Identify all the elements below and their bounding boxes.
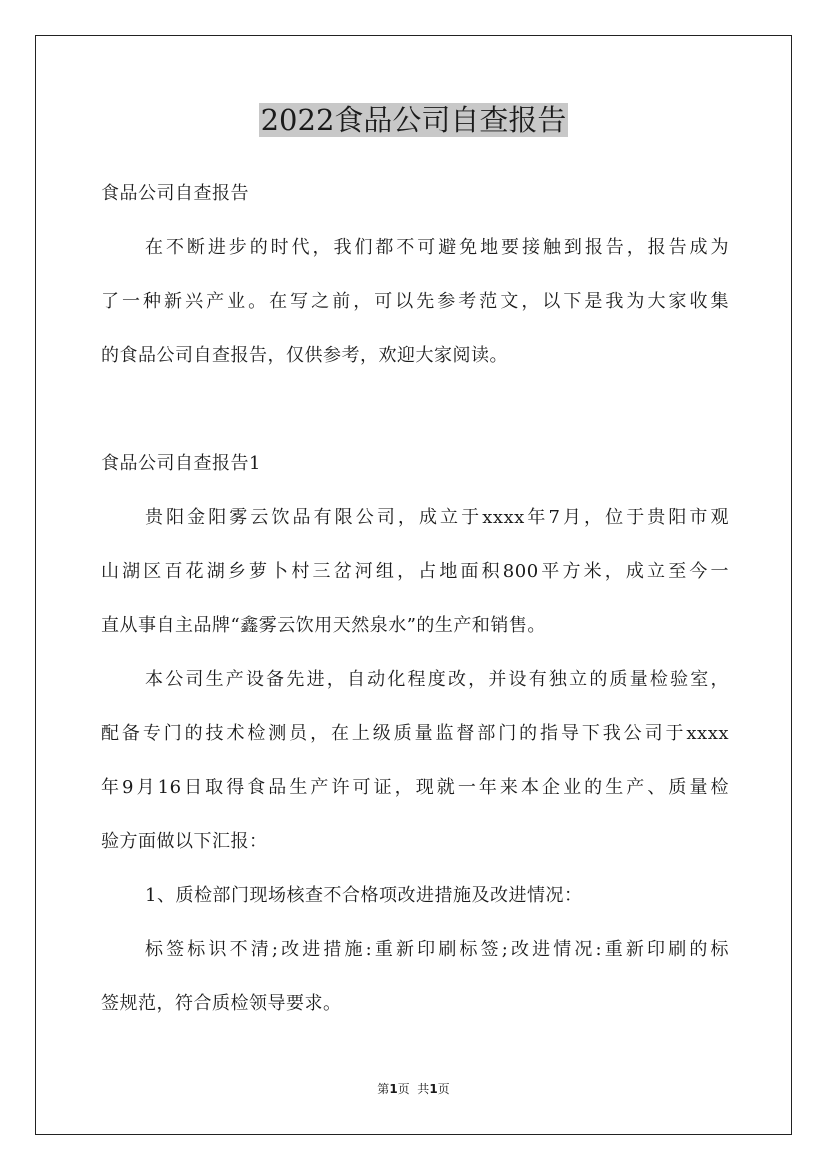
section-heading: 食品公司自查报告1 bbox=[101, 453, 261, 474]
page-footer bbox=[0, 1080, 827, 1097]
para3-line-1: 1、质检部门现场核查不合格项改进措施及改进情况： bbox=[145, 885, 583, 906]
footer-page-number: 1 bbox=[389, 1082, 398, 1096]
para4-line-2: 签规范，符合质检领导要求。 bbox=[101, 993, 342, 1014]
intro-line-3: 的食品公司自查报告，仅供参考，欢迎大家阅读。 bbox=[101, 345, 508, 366]
para1-line-2: 山湖区百花湖乡萝卜村三岔河组，占地面积800平方米，成立至今一 bbox=[101, 561, 729, 582]
subtitle: 食品公司自查报告 bbox=[101, 183, 249, 204]
para1-line-1: 贵阳金阳雾云饮品有限公司，成立于xxxx年7月，位于贵阳市观 bbox=[145, 507, 729, 528]
footer-suffix: 页 bbox=[437, 1082, 450, 1096]
footer-prefix: 第 bbox=[377, 1082, 390, 1096]
footer-mid: 页 共 bbox=[397, 1082, 430, 1096]
para2-line-4: 验方面做以下汇报： bbox=[101, 831, 268, 852]
para4-line-1: 标签标识不清;改进措施:重新印刷标签;改进情况:重新印刷的标 bbox=[145, 939, 729, 960]
para2-line-1: 本公司生产设备先进，自动化程度改，并设有独立的质量检验室， bbox=[145, 669, 729, 690]
document-title-text: 2022食品公司自查报告 bbox=[260, 103, 567, 137]
intro-line-2: 了一种新兴产业。在写之前，可以先参考范文，以下是我为大家收集 bbox=[101, 291, 729, 312]
para2-line-3: 年9月16日取得食品生产许可证，现就一年来本企业的生产、质量检 bbox=[101, 777, 729, 798]
document-title bbox=[0, 100, 827, 140]
para1-line-3: 直从事自主品牌“鑫雾云饮用天然泉水”的生产和销售。 bbox=[101, 615, 546, 636]
para2-line-2: 配备专门的技术检测员，在上级质量监督部门的指导下我公司于xxxx bbox=[101, 723, 729, 744]
footer-total-pages: 1 bbox=[429, 1082, 438, 1096]
intro-line-1: 在不断进步的时代，我们都不可避免地要接触到报告，报告成为 bbox=[145, 237, 729, 258]
